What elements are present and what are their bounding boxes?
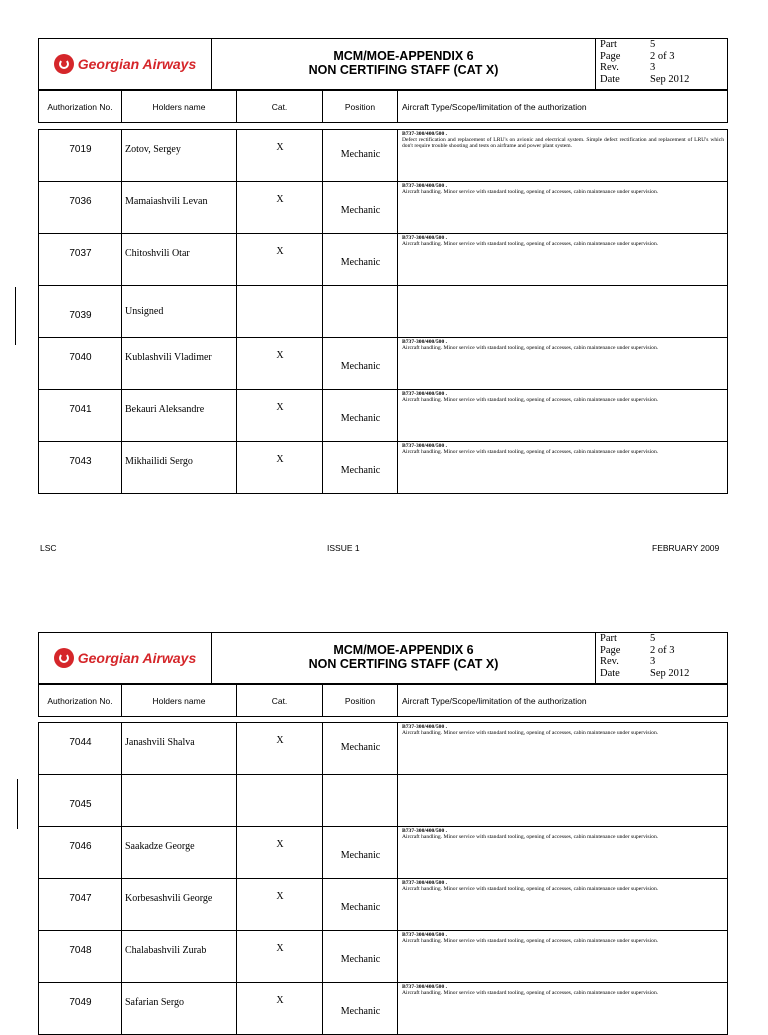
table-cell [122, 130, 237, 181]
authorization-number: 7037 [69, 248, 92, 259]
table-row [39, 983, 727, 1035]
scope-text [402, 235, 724, 247]
table-row [39, 130, 727, 182]
column-header-cat: Cat. [237, 685, 323, 716]
table-cell [39, 234, 122, 285]
table-row [39, 931, 727, 983]
table-cell [39, 879, 122, 930]
scope-description: Aircraft handling. Minor service with standard tooling, opening of accesses, cabin maintenance under supervision. [402, 990, 659, 997]
aircraft-type: B737-300/400/500 . [402, 828, 448, 834]
scope-text [402, 828, 724, 840]
scope-text [402, 880, 724, 892]
meta-key: Page [600, 644, 621, 656]
table-cell [39, 931, 122, 982]
logo-emblem-icon [54, 648, 74, 668]
aircraft-type: B737-300/400/500 . [402, 183, 448, 189]
position-value: Mechanic [340, 149, 381, 160]
holder-name: Chitoshvili Otar [125, 248, 190, 259]
category-value: X [276, 995, 284, 1006]
table-row [39, 879, 727, 931]
table-row [39, 182, 727, 234]
logo-emblem-icon [54, 54, 74, 74]
logo-text: Georgian Airways [77, 650, 197, 666]
meta-key: Rev. [600, 656, 619, 667]
authorization-number: 7044 [69, 737, 92, 748]
scope-text [402, 932, 724, 944]
authorization-number: 7048 [69, 945, 92, 956]
table-cell [39, 130, 122, 181]
table-cell [323, 775, 398, 826]
category-value: X [276, 350, 284, 361]
holder-name: Mamaiashvili Levan [125, 196, 208, 207]
meta-value: 2 of 3 [650, 50, 675, 62]
table-cell [122, 931, 237, 982]
category-value: X [276, 194, 284, 205]
aircraft-type: B737-300/400/500 . [402, 131, 448, 137]
table-row [39, 723, 727, 775]
table-cell [39, 442, 122, 493]
title-line-2: NON CERTIFING STAFF (CAT X) [308, 63, 499, 77]
scope-text [402, 131, 724, 150]
aircraft-type: B737-300/400/500 . [402, 339, 448, 345]
scope-description: Aircraft handling. Minor service with standard tooling, opening of accesses, cabin maintenance under supervision. [402, 938, 659, 945]
table-cell [122, 442, 237, 493]
table-row [39, 442, 727, 494]
airline-logo [39, 39, 212, 89]
authorization-table [38, 129, 728, 494]
category-value: X [276, 246, 284, 257]
holder-name: Bekauri Aleksandre [125, 404, 205, 415]
holder-name: Unsigned [125, 306, 164, 317]
meta-key: Part [600, 39, 617, 50]
table-cell [39, 827, 122, 878]
position-value: Mechanic [340, 413, 381, 424]
document-title [212, 633, 596, 683]
category-value: X [276, 454, 284, 465]
table-cell [323, 286, 398, 337]
position-value: Mechanic [340, 1006, 381, 1017]
aircraft-type: B737-300/400/500 . [402, 880, 448, 886]
meta-key: Part [600, 633, 617, 644]
table-cell [237, 442, 323, 493]
table-cell [122, 182, 237, 233]
aircraft-type: B737-300/400/500 . [402, 932, 448, 938]
scope-text [402, 339, 724, 351]
meta-value: 3 [650, 62, 656, 73]
table-cell [237, 390, 323, 441]
authorization-number: 7041 [69, 404, 92, 415]
aircraft-type: B737-300/400/500 . [402, 235, 448, 241]
holder-name: Safarian Sergo [125, 997, 184, 1008]
position-value: Mechanic [340, 742, 381, 753]
table-cell [39, 723, 122, 774]
title-line-1: MCM/MOE-APPENDIX 6 [333, 49, 474, 63]
aircraft-type: B737-300/400/500 . [402, 443, 448, 449]
table-cell [237, 234, 323, 285]
authorization-number: 7045 [69, 799, 92, 810]
scope-description: Aircraft handling. Minor service with standard tooling, opening of accesses, cabin maintenance under supervision. [402, 241, 659, 248]
position-value: Mechanic [340, 902, 381, 913]
scope-description: Aircraft handling. Minor service with standard tooling, opening of accesses, cabin maintenance under supervision. [402, 189, 659, 196]
table-cell [122, 723, 237, 774]
footer-right: FEBRUARY 2009 [652, 543, 720, 553]
authorization-number: 7040 [69, 352, 92, 363]
table-row [39, 390, 727, 442]
meta-key: Date [600, 73, 620, 85]
position-value: Mechanic [340, 361, 381, 372]
page-header [38, 632, 728, 684]
table-cell [237, 983, 323, 1034]
meta-value: Sep 2012 [650, 667, 690, 679]
table-cell [398, 286, 727, 337]
margin-mark [17, 779, 18, 829]
footer-left: LSC [40, 543, 57, 553]
meta-key: Date [600, 667, 620, 679]
title-line-1: MCM/MOE-APPENDIX 6 [333, 643, 474, 657]
column-header-row [38, 90, 728, 123]
category-value: X [276, 839, 284, 850]
table-cell [237, 879, 323, 930]
table-cell [237, 130, 323, 181]
scope-description: Aircraft handling. Minor service with standard tooling, opening of accesses, cabin maintenance under supervision. [402, 730, 659, 737]
aircraft-type: B737-300/400/500 . [402, 391, 448, 397]
document-title [212, 39, 596, 89]
table-cell [237, 338, 323, 389]
scope-text [402, 443, 724, 455]
meta-value: 2 of 3 [650, 644, 675, 656]
category-value: X [276, 943, 284, 954]
column-header-auth: Authorization No. [39, 91, 122, 122]
table-cell [122, 234, 237, 285]
aircraft-type: B737-300/400/500 . [402, 984, 448, 990]
logo-text: Georgian Airways [77, 56, 197, 72]
table-row [39, 286, 727, 338]
holder-name: Chalabashvili Zurab [125, 945, 207, 956]
authorization-number: 7043 [69, 456, 92, 467]
table-cell [122, 775, 237, 826]
column-header-name: Holders name [122, 91, 237, 122]
scope-description: Aircraft handling. Minor service with standard tooling, opening of accesses, cabin maintenance under supervision. [402, 886, 659, 893]
table-cell [237, 182, 323, 233]
authorization-number: 7019 [69, 144, 92, 155]
meta-value: Sep 2012 [650, 73, 690, 85]
holder-name: Saakadze George [125, 841, 195, 852]
position-value: Mechanic [340, 205, 381, 216]
authorization-number: 7046 [69, 841, 92, 852]
footer-center: ISSUE 1 [327, 543, 360, 553]
category-value: X [276, 735, 284, 746]
table-cell [237, 775, 323, 826]
authorization-table [38, 722, 728, 1035]
position-value: Mechanic [340, 465, 381, 476]
scope-text [402, 183, 724, 195]
scope-text [402, 724, 724, 736]
title-line-2: NON CERTIFING STAFF (CAT X) [308, 657, 499, 671]
column-header-auth: Authorization No. [39, 685, 122, 716]
table-cell [39, 338, 122, 389]
margin-mark [15, 287, 16, 345]
column-header-scope: Aircraft Type/Scope/limitation of the authorization [402, 695, 587, 706]
table-row [39, 775, 727, 827]
table-row [39, 338, 727, 390]
table-cell [122, 338, 237, 389]
table-cell [237, 286, 323, 337]
table-cell [39, 983, 122, 1034]
meta-key: Rev. [600, 62, 619, 73]
column-header-position: Position [323, 685, 398, 716]
table-row [39, 234, 727, 286]
holder-name: Kublashvili Vladimer [125, 352, 212, 363]
scope-text [402, 391, 724, 403]
authorization-number: 7049 [69, 997, 92, 1008]
holder-name: Mikhailidi Sergo [125, 456, 193, 467]
position-value: Mechanic [340, 954, 381, 965]
authorization-number: 7036 [69, 196, 92, 207]
table-row [39, 827, 727, 879]
meta-value: 5 [650, 633, 656, 644]
holder-name: Janashvili Shalva [125, 737, 195, 748]
authorization-number: 7047 [69, 893, 92, 904]
authorization-number: 7039 [69, 310, 92, 321]
table-cell [237, 827, 323, 878]
scope-description: Aircraft handling. Minor service with standard tooling, opening of accesses, cabin maintenance under supervision. [402, 345, 659, 352]
category-value: X [276, 142, 284, 153]
category-value: X [276, 891, 284, 902]
scope-description: Aircraft handling. Minor service with standard tooling, opening of accesses, cabin maintenance under supervision. [402, 834, 659, 841]
table-cell [237, 931, 323, 982]
scope-description: Aircraft handling. Minor service with standard tooling, opening of accesses, cabin maintenance under supervision. [402, 397, 659, 404]
airline-logo [39, 633, 212, 683]
column-header-cat: Cat. [237, 91, 323, 122]
document-meta [597, 39, 729, 89]
column-header-name: Holders name [122, 685, 237, 716]
scope-text [402, 984, 724, 996]
meta-value: 3 [650, 656, 656, 667]
table-cell [122, 390, 237, 441]
table-cell [39, 390, 122, 441]
table-cell [237, 723, 323, 774]
table-cell [39, 182, 122, 233]
table-cell [122, 879, 237, 930]
holder-name: Zotov, Sergey [125, 144, 181, 155]
document-meta [597, 633, 729, 683]
category-value: X [276, 402, 284, 413]
scope-description: Aircraft handling. Minor service with standard tooling, opening of accesses, cabin maintenance under supervision. [402, 449, 659, 456]
holder-name: Korbesashvili George [125, 893, 213, 904]
meta-key: Page [600, 50, 621, 62]
table-cell [398, 775, 727, 826]
aircraft-type: B737-300/400/500 . [402, 724, 448, 730]
scope-description: Defect rectification and replacement of LRU's on avionic and electrical system. Simple defect rectification and replacement of LRU's which don't require trouble shooting and tests on airframe and power plant system. [402, 137, 724, 150]
table-cell [122, 983, 237, 1034]
page-header [38, 38, 728, 90]
table-cell [122, 827, 237, 878]
column-header-row [38, 684, 728, 717]
position-value: Mechanic [340, 850, 381, 861]
position-value: Mechanic [340, 257, 381, 268]
meta-value: 5 [650, 39, 656, 50]
column-header-scope: Aircraft Type/Scope/limitation of the authorization [402, 101, 587, 112]
column-header-position: Position [323, 91, 398, 122]
